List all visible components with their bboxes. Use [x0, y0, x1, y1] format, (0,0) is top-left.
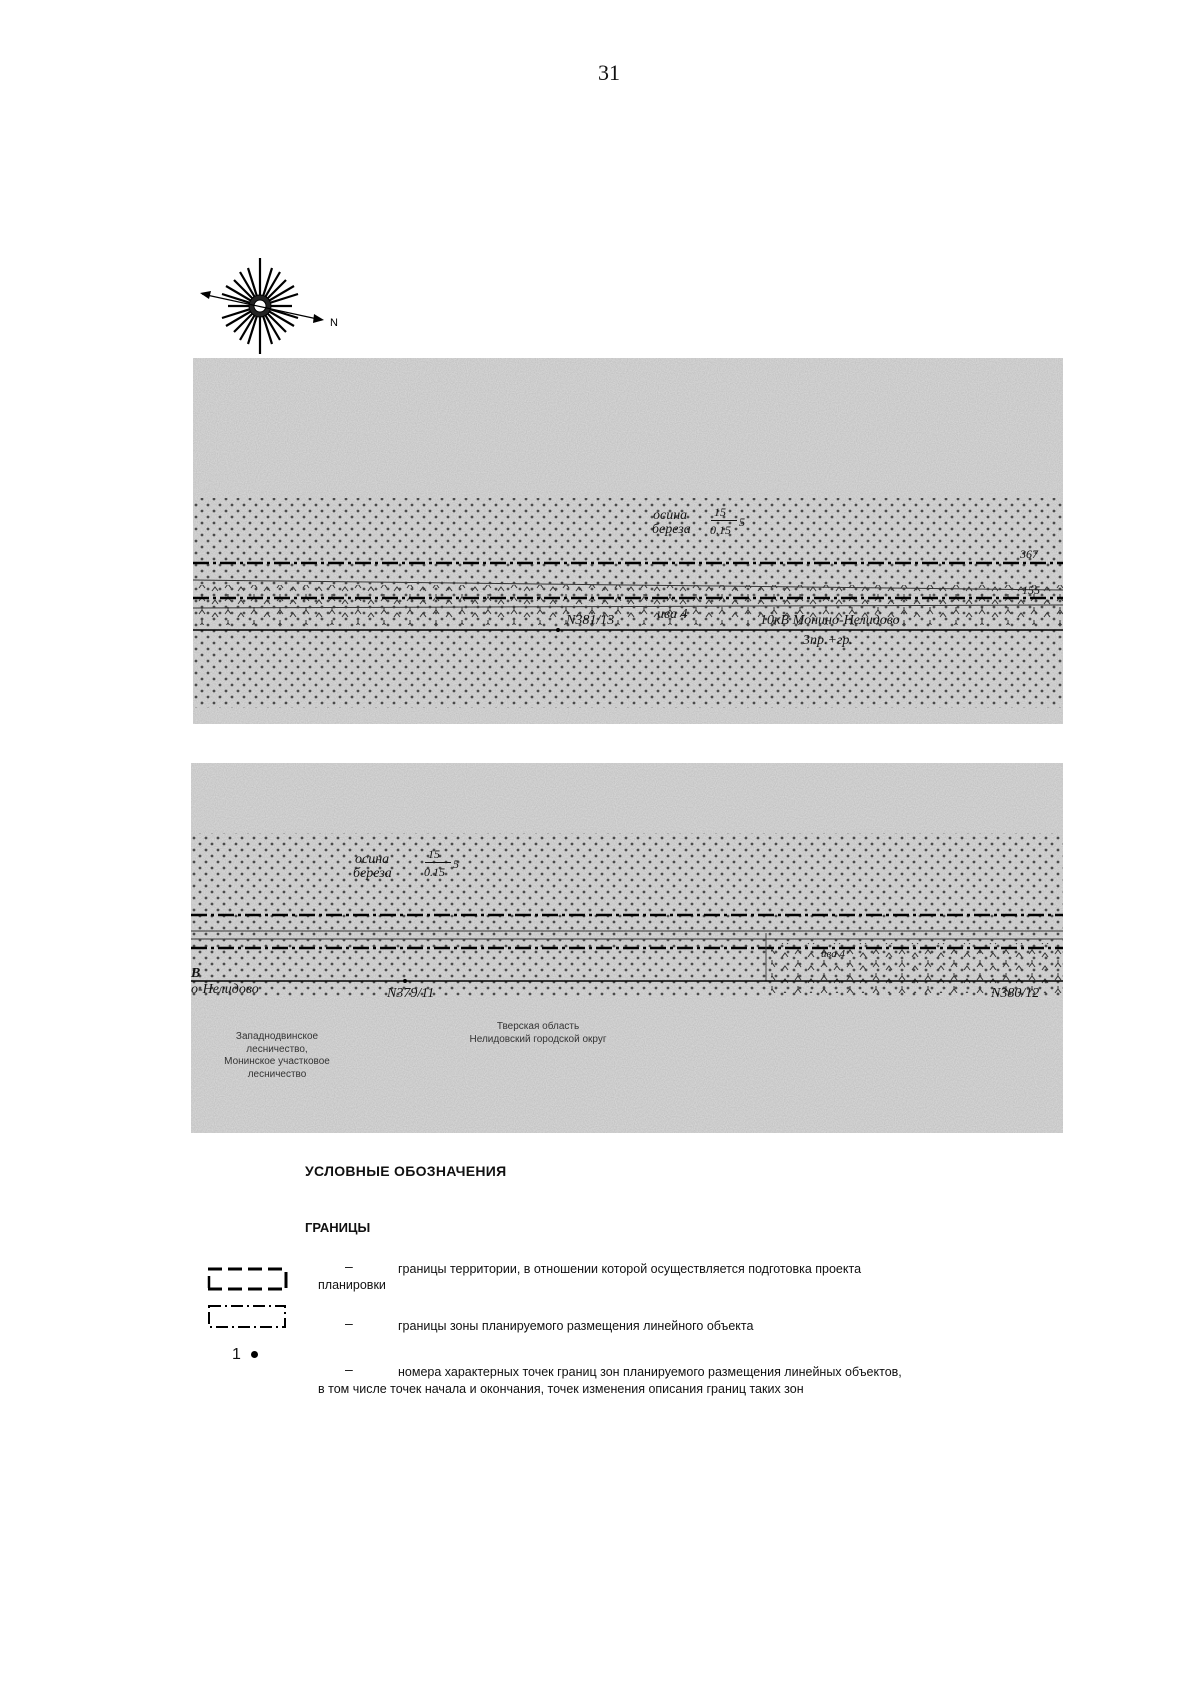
map-panel-2 [191, 763, 1063, 1133]
mark-right-top: 367 [1020, 547, 1038, 561]
legend-title: УСЛОВНЫЕ ОБОЗНАЧЕНИЯ [305, 1163, 507, 1179]
vegetation-label: ива 4 [657, 607, 688, 622]
point-label-1: N379/11 [387, 986, 435, 1001]
legend-item-2-line1: границы зоны планируемого размещения линейного объекта [398, 1319, 754, 1333]
legend-item-3-line1: номера характерных точек границ зон планируемого размещения линейных объектов, [398, 1365, 902, 1379]
tree-spacing: 5 [739, 515, 745, 529]
forestry-label [217, 1031, 337, 1081]
tree-label-line1: осина [653, 508, 688, 523]
tree-spacing: 5 [453, 857, 459, 871]
tree-diameter: 0.15 [710, 523, 731, 537]
legend-dash-3: – [345, 1361, 353, 1377]
vegetation-label: ива 4 [821, 948, 845, 960]
territory-boundary-symbol-icon [208, 1266, 288, 1297]
region-line1: Тверская область [496, 1021, 580, 1032]
forestry-line3: Монинское участковое [224, 1056, 330, 1067]
compass-rose-icon [196, 254, 336, 362]
point-label: N381/13 [566, 613, 615, 628]
legend-item-1-line2: планировки [318, 1278, 386, 1292]
tree-height: 15 [714, 505, 726, 519]
point-label-2: N380/12 [991, 986, 1040, 1001]
zone-boundary-symbol-icon [208, 1304, 288, 1335]
legend-item-1-line1: границы территории, в отношении которой осуществляется подготовка проекта [398, 1262, 862, 1276]
forestry-line1: Западнодвинское [235, 1031, 319, 1042]
svg-text:N: N [330, 317, 338, 329]
tree-label-line2: береза [652, 522, 691, 537]
point-number-symbol [232, 1346, 258, 1364]
page-number: 31 [598, 60, 620, 85]
tree-height: 15 [428, 847, 440, 861]
tree-label-line2: береза [353, 866, 392, 881]
fraction-bar [711, 520, 737, 521]
region-line2: Нелидовский городской округ [469, 1033, 607, 1045]
point-number-symbol-number: 1 [232, 1346, 241, 1363]
forestry-line4: лесничество [247, 1068, 307, 1080]
forestry-line2: лесничество, [246, 1043, 308, 1055]
powerline-fragment: о-Нелидово [191, 982, 259, 997]
tree-diameter: 0.15 [424, 865, 445, 879]
legend-item-3-line2: в том числе точек начала и окончания, точек изменения описания границ таких зон [318, 1382, 804, 1396]
powerline-label: 10кВ Монино-Нелидово [760, 613, 900, 628]
powerline-wires: 3пр.+гр. [803, 633, 853, 648]
fraction-bar [425, 862, 451, 863]
tree-label-line1: осина [355, 852, 390, 867]
powerline-fragment-top: В [191, 966, 201, 981]
legend-dash-1: – [345, 1258, 353, 1274]
map-panel-1 [193, 358, 1063, 724]
point-dot-icon [251, 1351, 258, 1358]
mark-right-bottom: 155 [1022, 583, 1040, 597]
region-label [453, 1021, 623, 1046]
legend-dash-2: – [345, 1315, 353, 1331]
legend-section-title: ГРАНИЦЫ [305, 1220, 371, 1235]
